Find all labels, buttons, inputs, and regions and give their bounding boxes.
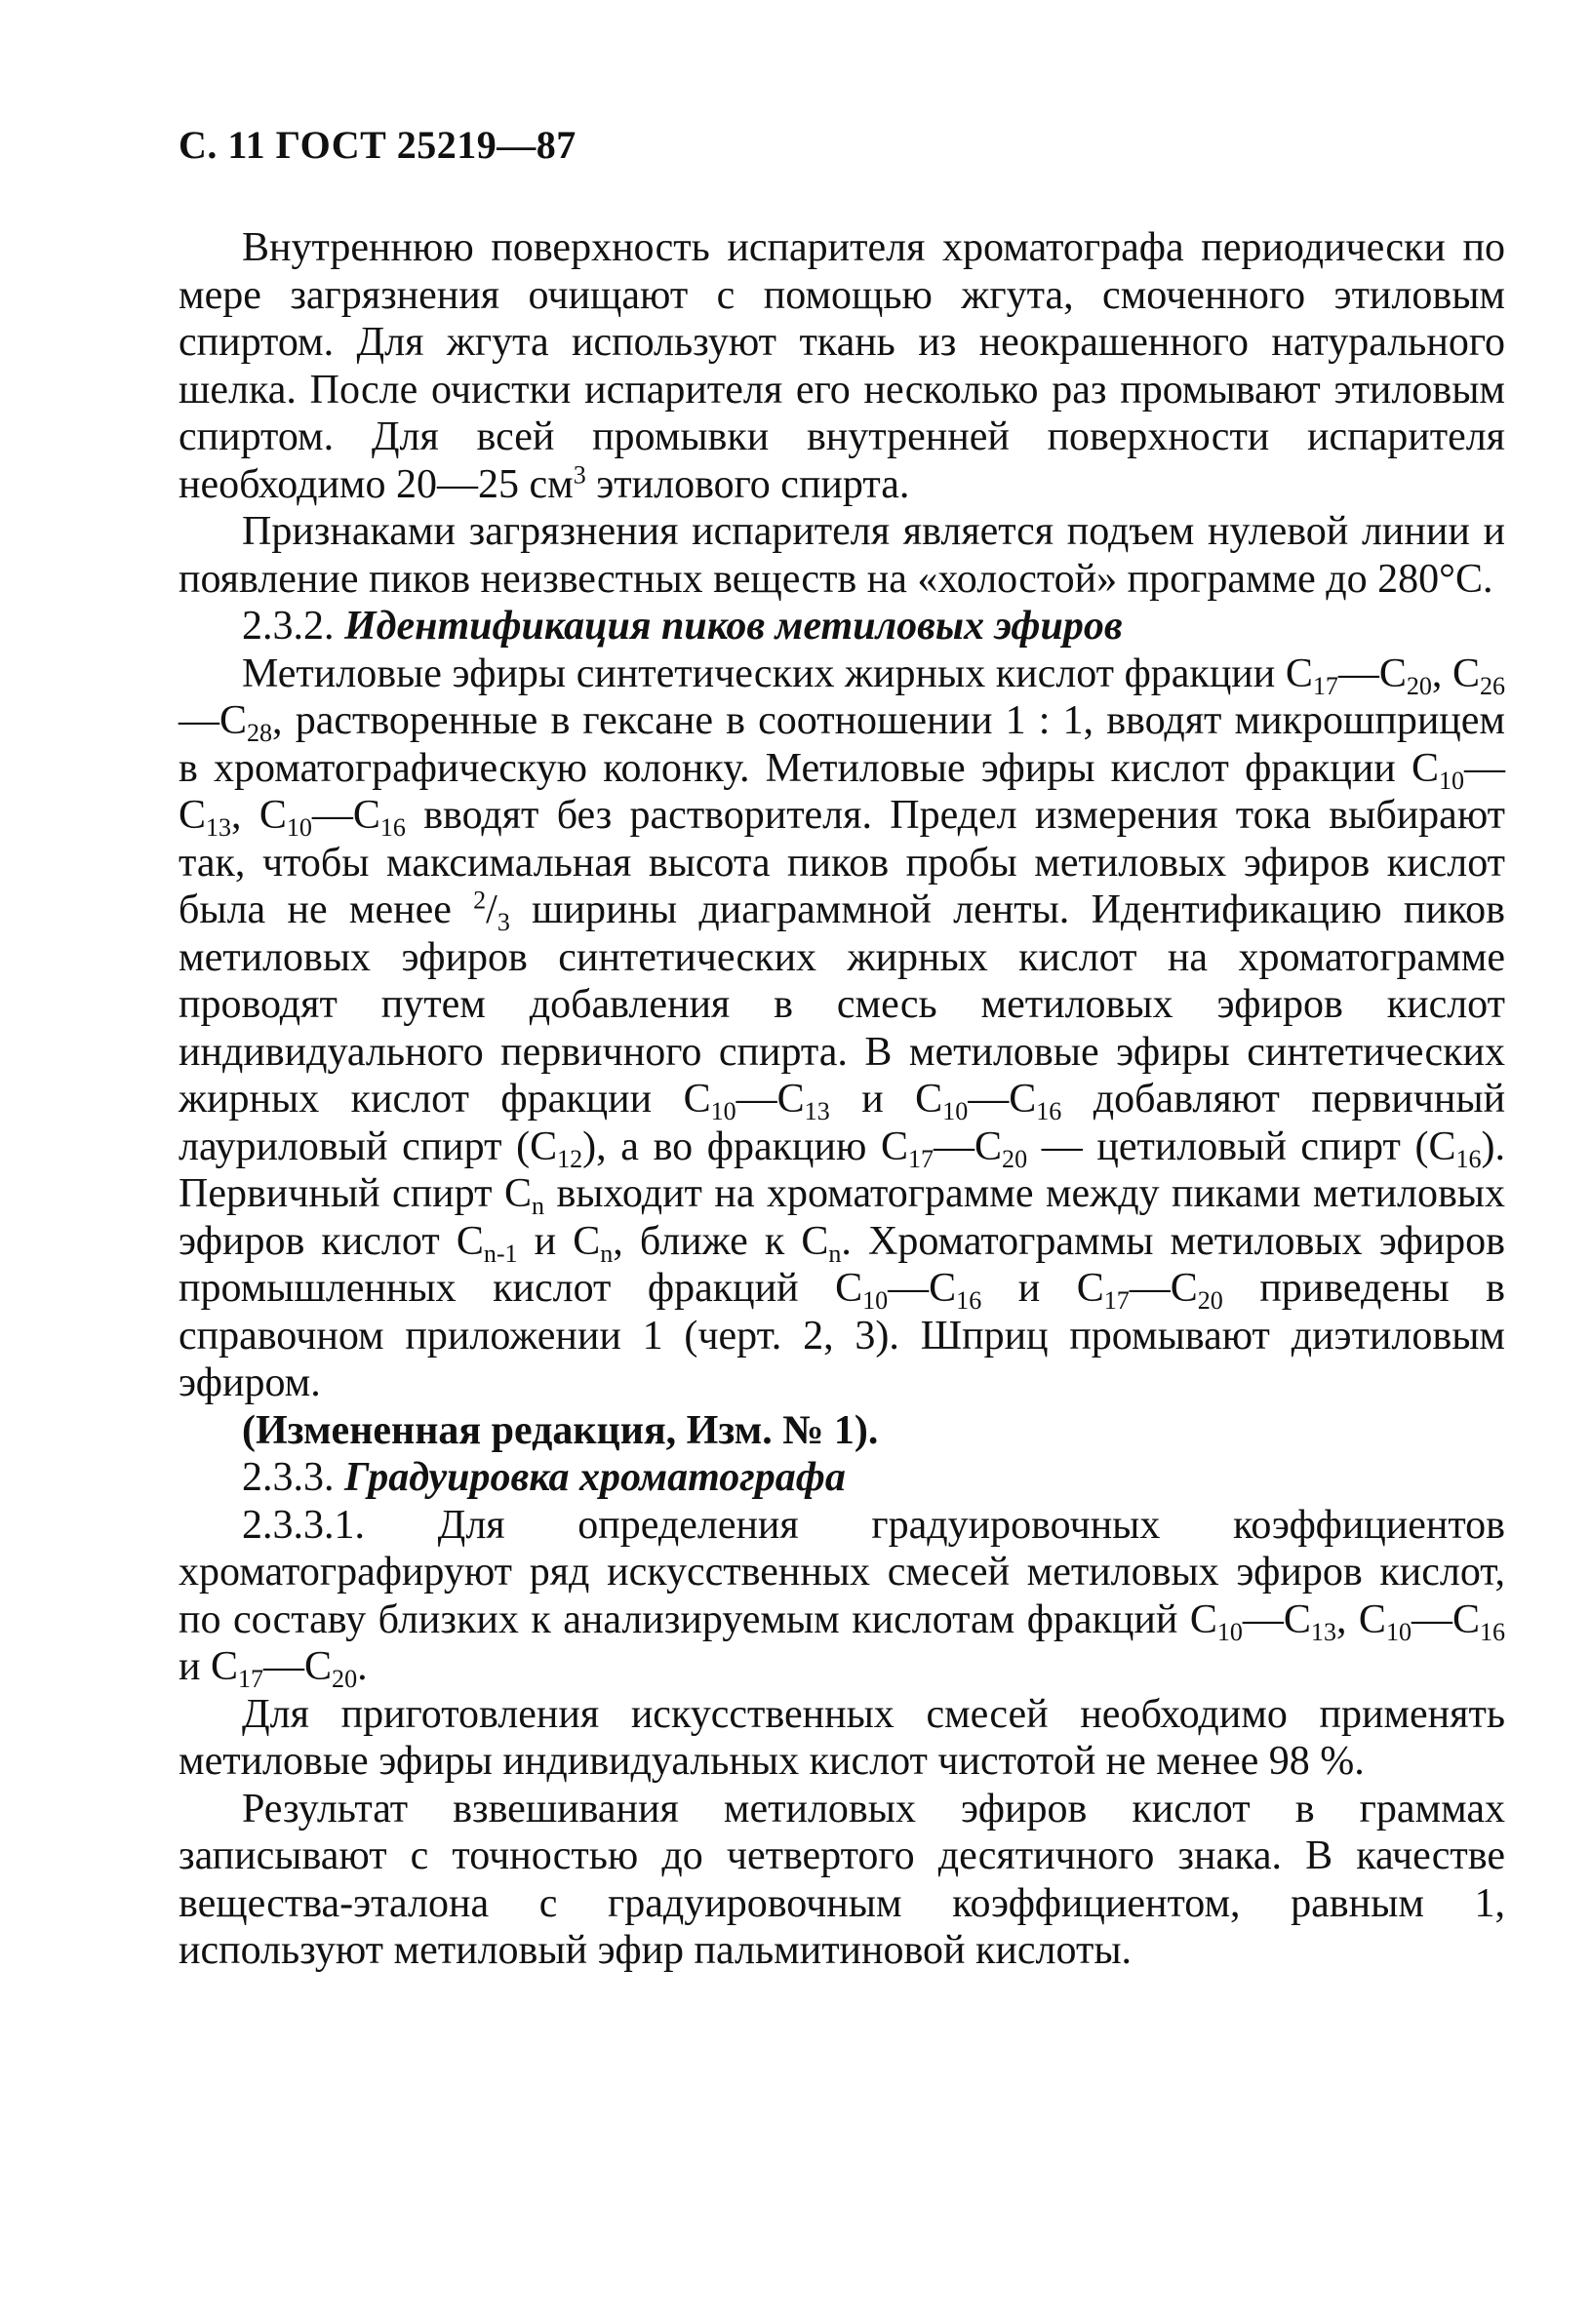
paragraph-peak-identification: Метиловые эфиры синтетических жирных кислот фракции $С_{17}—С_{20}$, $С_{26}—С_{28}$, растворенные в гексане в соотношении 1 : 1, вводят микрошприцем в хроматографическую колонку. Метиловые эфиры кислот фракции $С_{10}—С_{13}$, $С_{10}—С_{16}$ вводят без растворителя. Предел измерения тока выбирают так, чтобы максимальная высота пиков пробы метиловых эфиров кислот была не менее $^2/_3$ ширины диаграммной ленты. Идентификацию пиков метиловых эфиров синтетических жирных кислот на хроматограмме проводят путем добавления в смесь метиловых эфиров кислот индивидуального первичного спирта. В метиловые эфиры синтетических жирных кислот фракции $С_{10}—С_{13}$ и $С_{10}—С_{16}$ добавляют первичный лауриловый спирт $(С_{12})$, а во фракцию $С_{17}—С_{20}$ — цетиловый спирт $(С_{16})$. Первичный спирт $С_n$ выходит на хроматограмме между пиками метиловых эфиров кислот $С_{n-1}$ и $С_n$, ближе к $С_n$. Хроматограммы метиловых эфиров промышленных кислот фракций $С_{10}—С_{16}$ и $С_{17}—С_{20}$ приведены в справочном приложении 1 (черт. 2, 3). Шприц промывают диэтиловым эфиром. xyxy=(179,650,1506,1405)
section-2-3-2-heading: 2.3.2. Идентификация пиков метиловых эфиров xyxy=(242,604,1123,649)
paragraph-evaporator-cleaning: Внутреннюю поверхность испарителя хроматографа периодически по мере загрязнения очищают с помощью жгута, смоченного этиловым спиртом. Для жгута используют ткань из неокрашенного натурального шелка. После очистки испарителя его несколько раз промывают этиловым спиртом. Для всей промывки внутренней поверхности испарителя необходимо 20—25 $см^3$ этилового спирта. xyxy=(179,225,1505,507)
amendment-note: (Измененная редакция, Изм. № 1). xyxy=(242,1407,879,1453)
paragraph-contamination-signs: Признаками загрязнения испарителя является подъем нулевой линии и появление пиков неизвестных веществ на «холостой» программе до 280°С. xyxy=(179,509,1505,602)
paragraph-purity-requirement: Для приготовления искусственных смесей необходимо применять метиловые эфиры индивидуальных кислот чистотой не менее 98 %. xyxy=(179,1691,1505,1784)
page-header: С. 11 ГОСТ 25219—87 xyxy=(179,123,577,167)
paragraph-calibration-mixtures: 2.3.3.1. Для определения градуировочных коэффициентов хроматографируют ряд искусственных смесей метиловых эфиров кислот, по составу близких к анализируемым кислотам фракций $С_{10}—С_{13}$, $С_{10}—С_{16}$ и $С_{17}—С_{20}$. xyxy=(179,1502,1506,1693)
document-page xyxy=(179,122,1505,1975)
section-2-3-3-heading: 2.3.3. Градуировка хроматографа xyxy=(242,1455,846,1500)
paragraph-weighing-result: Результат взвешивания метиловых эфиров кислот в граммах записывают с точностью до четвертого десятичного знака. В качестве вещества-эталона с градуировочным коэффициентом, равным 1, используют метиловый эфир пальмитиновой кислоты. xyxy=(179,1786,1505,1973)
